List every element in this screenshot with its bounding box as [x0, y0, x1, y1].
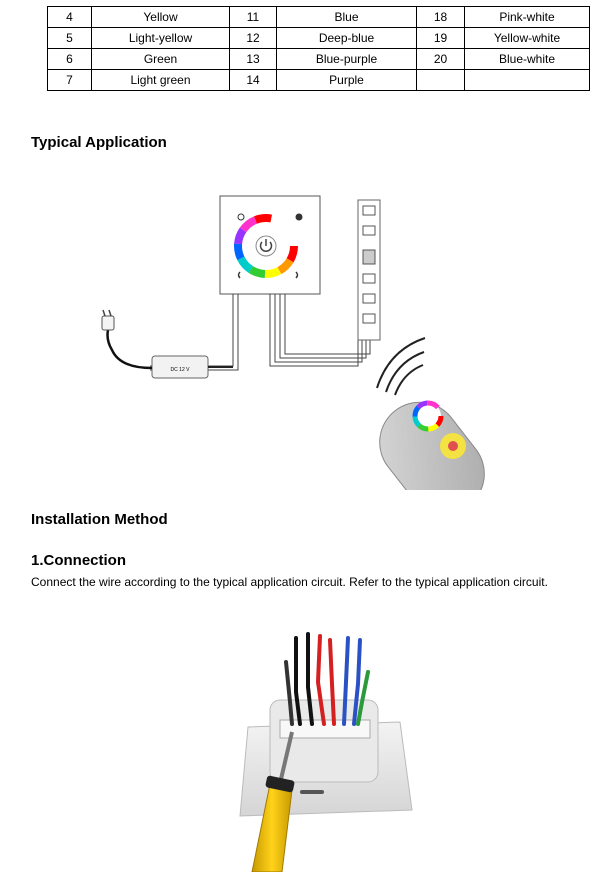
power-plug [102, 310, 152, 368]
table-cell-color: Yellow-white [465, 28, 590, 49]
power-supply-label: DC 12 V [170, 367, 190, 373]
table-cell-number: 13 [230, 49, 277, 70]
table-cell-color: Green [92, 49, 230, 70]
connection-step-title: 1.Connection [31, 552, 127, 569]
table-row [48, 70, 590, 91]
power-icon [256, 236, 276, 256]
table-cell-color: Yellow [92, 7, 230, 28]
table-cell-number: 12 [230, 28, 277, 49]
table-row [48, 7, 590, 28]
table-cell-number: 20 [417, 49, 465, 70]
table-cell-number: 7 [48, 70, 92, 91]
wireless-signal-icon [377, 338, 425, 395]
connection-step-text: Connect the wire according to the typical application circuit. Refer to the typical application circuit. [31, 575, 548, 589]
table-cell-color: Pink-white [465, 7, 590, 28]
table-cell-number: 6 [48, 49, 92, 70]
table-row [48, 28, 590, 49]
wiring-photo [230, 632, 420, 872]
table-row [48, 49, 590, 70]
table-cell-color [465, 70, 590, 91]
rf-remote [364, 386, 501, 490]
led-strip [358, 200, 380, 340]
typical-application-heading: Typical Application [31, 134, 167, 151]
color-table [47, 6, 590, 91]
installation-method-heading: Installation Method [31, 511, 168, 528]
table-cell-number: 19 [417, 28, 465, 49]
table-cell-color: Blue [277, 7, 417, 28]
table-cell-number: 11 [230, 7, 277, 28]
table-cell-color: Purple [277, 70, 417, 91]
table-cell-color: Light-yellow [92, 28, 230, 49]
power-supply [152, 356, 233, 378]
table-cell-number: 14 [230, 70, 277, 91]
table-cell-color: Light green [92, 70, 230, 91]
mode-icon [296, 214, 303, 221]
table-cell-number [417, 70, 465, 91]
table-cell-color: Blue-white [465, 49, 590, 70]
wall-panel-controller [220, 196, 320, 294]
table-cell-number: 18 [417, 7, 465, 28]
table-cell-number: 4 [48, 7, 92, 28]
table-cell-color: Blue-purple [277, 49, 417, 70]
typical-application-diagram [90, 190, 510, 490]
table-cell-color: Deep-blue [277, 28, 417, 49]
plate-slot [300, 790, 324, 794]
table-cell-number: 5 [48, 28, 92, 49]
